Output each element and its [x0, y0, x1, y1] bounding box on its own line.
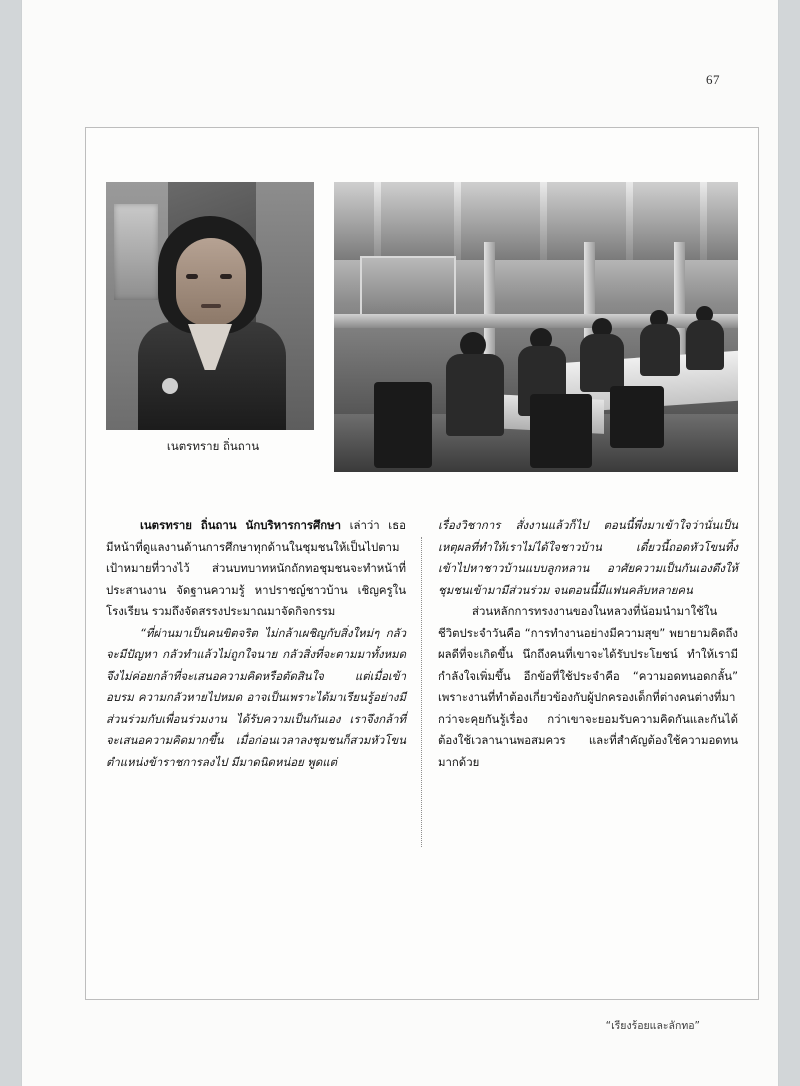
left-paragraph-1 [106, 515, 406, 623]
interviewee-name: เนตรทราย ถิ่นถาน นักบริหารการศึกษา [140, 518, 342, 532]
chair [530, 394, 592, 468]
figure-group [106, 182, 738, 472]
person-figure [446, 354, 504, 436]
portrait-mouth [201, 304, 221, 308]
roof-beam [700, 182, 707, 260]
portrait-photo [106, 182, 314, 430]
page-number: 67 [706, 72, 720, 87]
group-meeting-photo [334, 182, 738, 472]
building-window [360, 256, 456, 318]
portrait-face [176, 238, 246, 326]
person-figure [640, 324, 680, 376]
left-paragraph-2: “ที่ผ่านมาเป็นคนขิตจริต ไม่กล้าเผชิญกับสิ่งใหม่ๆ กลัวจะมีปัญหา กลัวทำแล้วไม่ถูกใจนาย กลัวสิ่งที่จะตามมาทั้งหมด จึงไม่ค่อยกล้าที่จะเสนอความคิดหรือตัดสินใจ แต่เมื่อเข้าอบรม ความกลัวหายไปหมด อาจเป็นเพราะได้มาเรียนรู้อย่างมีส่วนร่วมกับเพื่อนร่วมงาน ได้รับความเป็นกันเอง เราจึงกล้าที่จะเสนอความคิดมากขึ้น เมื่อก่อนเวลาลงชุมชนก็สวมหัวโขนตำแหน่งข้าราชการลงไป มีมาดนิดหน่อย พูดแต่ [106, 625, 406, 769]
portrait-wall-panel [114, 204, 158, 300]
column-divider [421, 537, 422, 847]
roof-beam [540, 182, 547, 260]
portrait-badge [162, 378, 178, 394]
footer-note: “เรียงร้อยและลักทอ” [605, 1020, 700, 1032]
portrait-eye-left [186, 274, 198, 279]
roof-beam [626, 182, 633, 260]
person-figure [580, 334, 624, 392]
portrait-eye-right [220, 274, 232, 279]
article-body [106, 515, 738, 845]
roof-beam [454, 182, 461, 260]
left-paragraph-1-rest: เล่าว่า เธอมีหน้าที่ดูแลงานด้านการศึกษาทุกด้านในชุมชนให้เป็นไปตามเป้าหมายที่วางไว้ ส่วนบทบาทหนักถักทอชุมชนจะทำหน้าที่ประสานงาน จัดฐานความรู้ หาปราชญ์ชาวบ้าน เชิญครูในโรงเรียน รวมถึงจัดสรรงประมาณมาจัดกิจกรรม [106, 518, 406, 618]
portrait-caption: เนตรทราย ถิ่นถาน [166, 439, 260, 453]
right-paragraph-2: ส่วนหลักการทรงงานของในหลวงที่น้อมนำมาใช้ในชีวิตประจำวันคือ “การทำงานอย่างมีความสุข” พยายามคิดถึงผลดีที่จะเกิดขึ้น นึกถึงคนที่เขาจะได้รับประโยชน์ ทำให้เรามีกำลังใจเพิ่มขึ้น อีกข้อที่ใช้ประจำคือ “ความอดทนอดกลั้น” เพราะงานที่ทำต้องเกี่ยวข้องกับผู้ปกครองเด็กที่ต่างคนต่างที่มา กว่าจะคุยกันรู้เรื่อง กว่าเขาจะยอมรับความคิดกันและกันได้ ต้องใช้เวลานานพอสมควร และที่สำคัญต้องใช้ความอดทนมากด้วย [438, 604, 738, 769]
right-text-column [438, 515, 738, 773]
left-text-column [106, 515, 406, 773]
pavilion-railing [334, 314, 738, 328]
chair [374, 382, 432, 468]
roof-beam [374, 182, 381, 260]
right-paragraph-1: เรื่องวิชาการ สั่งงานแล้วก็ไป ตอนนี้พึ่งมาเข้าใจว่านั่นเป็นเหตุผลที่ทำให้เราไม่ได้ใจชาวบ้าน เดี๋ยวนี้ถอดหัวโขนทิ้ง เข้าไปหาชาวบ้านแบบลูกหลาน อาศัยความเป็นกันเองดึงให้ชุมชนเข้ามามีส่วนร่วม จนตอนนี้มีแฟนคลับหลายคน [438, 518, 738, 597]
person-figure [686, 320, 724, 370]
chair [610, 386, 664, 448]
paper-sheet [22, 0, 778, 1086]
